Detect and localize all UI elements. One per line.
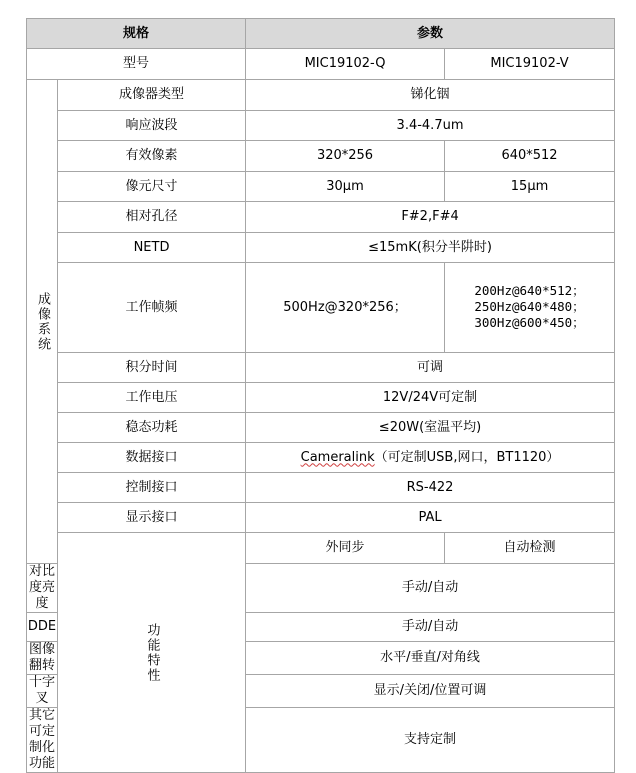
row-label: 图像翻转 bbox=[27, 642, 58, 675]
row-label: 数据接口 bbox=[58, 443, 246, 473]
row-value: 12V/24V可定制 bbox=[246, 383, 615, 413]
row-value-q: 500Hz@320*256； bbox=[246, 263, 445, 353]
row-label: 稳态功耗 bbox=[58, 413, 246, 443]
table-row bbox=[27, 503, 615, 533]
table-row bbox=[27, 533, 615, 564]
row-label: 成像器类型 bbox=[58, 80, 246, 111]
framerate-line: 300Hz@600*450； bbox=[474, 315, 585, 330]
table-row bbox=[27, 233, 615, 263]
row-value: 3.4-4.7um bbox=[246, 111, 615, 141]
row-label: 积分时间 bbox=[58, 353, 246, 383]
table-row bbox=[27, 263, 615, 353]
row-label: 相对孔径 bbox=[58, 202, 246, 233]
row-value: 手动/自动 bbox=[246, 613, 615, 642]
table-row bbox=[27, 80, 615, 111]
row-value: F#2,F#4 bbox=[246, 202, 615, 233]
row-value: 手动/自动 bbox=[246, 564, 615, 613]
header-row bbox=[27, 19, 615, 49]
table-row bbox=[27, 413, 615, 443]
model-label: 型号 bbox=[27, 49, 246, 80]
cameralink-text: Cameralink bbox=[300, 449, 375, 465]
row-label: 工作电压 bbox=[58, 383, 246, 413]
group-imaging: 成像系统 bbox=[27, 80, 58, 564]
table-row bbox=[27, 443, 615, 473]
table-row bbox=[27, 353, 615, 383]
row-value-q: 30μm bbox=[246, 172, 445, 202]
row-value-q: 320*256 bbox=[246, 141, 445, 172]
row-value: 支持定制 bbox=[246, 708, 615, 773]
row-label: 显示接口 bbox=[58, 503, 246, 533]
table-row bbox=[27, 202, 615, 233]
row-label: 其它可定制化功能 bbox=[27, 708, 58, 773]
row-label: 工作帧频 bbox=[58, 263, 246, 353]
table-row bbox=[27, 473, 615, 503]
model-row bbox=[27, 49, 615, 80]
row-label: 控制接口 bbox=[58, 473, 246, 503]
table-row bbox=[27, 383, 615, 413]
group-features: 功能特性 bbox=[58, 533, 246, 773]
spec-table bbox=[26, 18, 615, 773]
row-value: 可调 bbox=[246, 353, 615, 383]
framerate-line: 200Hz@640*512； bbox=[474, 283, 585, 298]
row-value: 水平/垂直/对角线 bbox=[246, 642, 615, 675]
data-if-options: （可定制USB,网口，BT1120） bbox=[374, 449, 560, 465]
row-label: 像元尺寸 bbox=[58, 172, 246, 202]
row-label: 响应波段 bbox=[58, 111, 246, 141]
row-value: 自动检测 bbox=[445, 533, 615, 564]
row-value: 显示/关闭/位置可调 bbox=[246, 675, 615, 708]
model-q: MIC19102-Q bbox=[246, 49, 445, 80]
row-value bbox=[246, 443, 615, 473]
row-value-v: 15μm bbox=[445, 172, 615, 202]
row-label: DDE bbox=[27, 613, 58, 642]
row-value: ≤15mK(积分半阱时) bbox=[246, 233, 615, 263]
model-v: MIC19102-V bbox=[445, 49, 615, 80]
table-row bbox=[27, 141, 615, 172]
header-param: 参数 bbox=[246, 19, 615, 49]
row-label: 外同步 bbox=[246, 533, 445, 564]
table-row bbox=[27, 111, 615, 141]
table-row bbox=[27, 172, 615, 202]
row-label: 对比度亮度 bbox=[27, 564, 58, 613]
row-value: 锑化铟 bbox=[246, 80, 615, 111]
row-value-v bbox=[445, 263, 615, 353]
row-value: RS-422 bbox=[246, 473, 615, 503]
row-value: ≤20W(室温平均) bbox=[246, 413, 615, 443]
row-label: 十字叉 bbox=[27, 675, 58, 708]
row-label: 有效像素 bbox=[58, 141, 246, 172]
framerate-line: 250Hz@640*480； bbox=[474, 299, 585, 314]
row-value-v: 640*512 bbox=[445, 141, 615, 172]
row-label: NETD bbox=[58, 233, 246, 263]
framerate-list bbox=[474, 283, 584, 331]
header-spec: 规格 bbox=[27, 19, 246, 49]
row-value: PAL bbox=[246, 503, 615, 533]
